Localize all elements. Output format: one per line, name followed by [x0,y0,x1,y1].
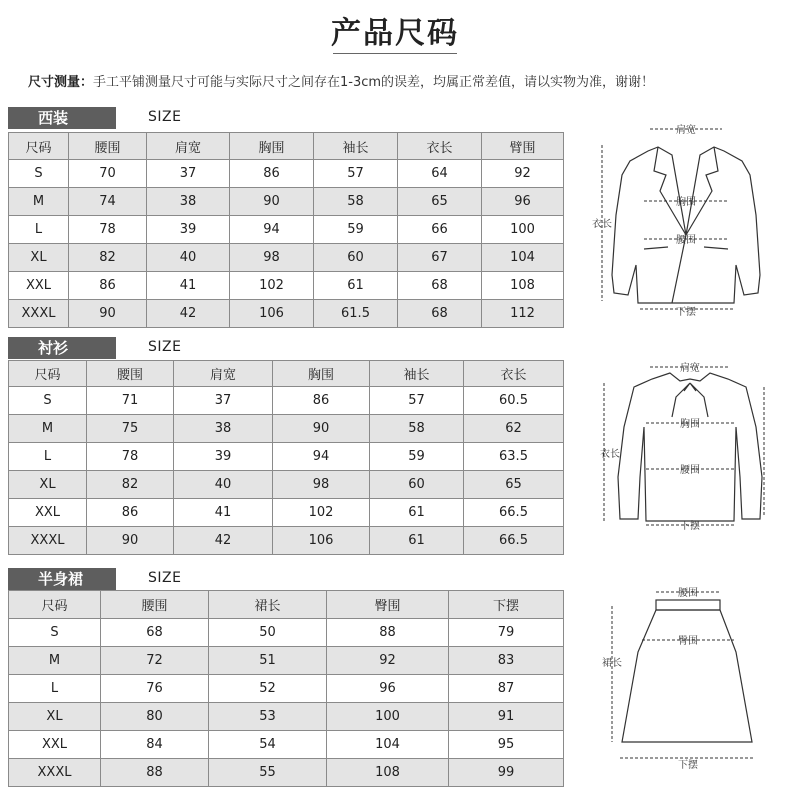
table-cell: 94 [273,443,370,471]
table-cell: 41 [147,272,230,300]
table-row [9,703,564,731]
table-cell: 37 [174,387,273,415]
jacket-diagram [588,115,783,320]
table-cell: 95 [449,731,564,759]
table-row [9,216,564,244]
table-header-cell: 腰围 [101,591,209,619]
shirt-outline [618,373,762,521]
table-row [9,272,564,300]
table-cell: 100 [482,216,564,244]
table-row [9,471,564,499]
table-header-cell: 臂围 [482,133,564,160]
table-cell: S [9,387,87,415]
table-row [9,647,564,675]
table-cell: M [9,415,87,443]
table-cell: 94 [230,216,314,244]
table-cell: 84 [101,731,209,759]
table-cell: XXXL [9,300,69,328]
table-row [9,244,564,272]
table-cell: 66.5 [464,527,564,555]
table-cell: XXXL [9,527,87,555]
table-cell: 61 [314,272,398,300]
jacket-label-chest: 胸围 [676,197,696,208]
table-cell: 96 [482,188,564,216]
title-underline [333,53,457,54]
section-size-skirt: SIZE [148,570,182,586]
table-header-row [9,361,564,387]
skirt-label-length: 裙长 [602,658,622,669]
table-cell: 102 [230,272,314,300]
page-title: 产品尺码 [331,16,459,51]
table-header-cell: 肩宽 [147,133,230,160]
table-cell: 79 [449,619,564,647]
table-cell: 112 [482,300,564,328]
table-cell: 98 [230,244,314,272]
table-cell: 50 [209,619,327,647]
table-cell: 70 [69,160,147,188]
jacket-outline [612,147,760,303]
table-header-row [9,133,564,160]
size-table-skirt [8,590,564,787]
section-tag-suit: 西装 [8,107,116,129]
table-row [9,731,564,759]
table-cell: 61 [370,499,464,527]
table-cell: XL [9,471,87,499]
table-cell: 57 [370,387,464,415]
table-cell: 99 [449,759,564,787]
table-header-cell: 尺码 [9,591,101,619]
note-label: 尺寸测量： [28,75,94,90]
table-cell: 91 [449,703,564,731]
table-cell: 62 [464,415,564,443]
table-cell: 82 [87,471,174,499]
table-cell: 74 [69,188,147,216]
table-cell: 52 [209,675,327,703]
section-tag-skirt: 半身裙 [8,568,116,590]
shirt-bow [672,383,708,417]
table-header-cell: 袖长 [370,361,464,387]
shirt-diagram [592,357,787,532]
table-cell: XXXL [9,759,101,787]
table-row [9,300,564,328]
table-cell: S [9,619,101,647]
table-row [9,499,564,527]
table-header-cell: 尺码 [9,133,69,160]
table-cell: 86 [69,272,147,300]
shirt-label-shoulder: 肩宽 [680,363,700,374]
table-cell: 60.5 [464,387,564,415]
table-cell: 100 [327,703,449,731]
table-cell: 59 [314,216,398,244]
table-header-cell: 胸围 [230,133,314,160]
skirt-outline [622,610,752,742]
table-row [9,675,564,703]
table-cell: M [9,188,69,216]
table-cell: 66.5 [464,499,564,527]
table-cell: 102 [273,499,370,527]
table-cell: 86 [230,160,314,188]
table-row [9,188,564,216]
table-cell: 90 [87,527,174,555]
table-header-cell: 裙长 [209,591,327,619]
jacket-label-hem: 下摆 [676,307,696,318]
table-header-cell: 袖长 [314,133,398,160]
jacket-lapel-left [654,147,686,235]
jacket-pocket-right [704,247,728,249]
table-row [9,443,564,471]
table-cell: XXL [9,272,69,300]
table-cell: 68 [101,619,209,647]
table-header-cell: 臀围 [327,591,449,619]
table-cell: L [9,675,101,703]
table-cell: 88 [327,619,449,647]
table-cell: 66 [398,216,482,244]
table-cell: 104 [482,244,564,272]
shirt-label-length: 衣长 [600,449,620,460]
table-cell: 40 [147,244,230,272]
skirt-label-hip: 臀围 [678,636,698,647]
table-cell: 67 [398,244,482,272]
table-cell: 41 [174,499,273,527]
table-cell: 88 [101,759,209,787]
table-cell: 58 [314,188,398,216]
table-header-cell: 衣长 [398,133,482,160]
table-cell: 39 [174,443,273,471]
table-cell: 63.5 [464,443,564,471]
table-cell: 65 [398,188,482,216]
table-cell: 71 [87,387,174,415]
skirt-label-waist: 腰围 [678,588,698,599]
table-cell: L [9,216,69,244]
table-cell: 64 [398,160,482,188]
table-header-cell: 腰围 [69,133,147,160]
table-cell: 106 [230,300,314,328]
table-cell: XL [9,244,69,272]
shirt-label-hem: 下摆 [680,521,700,532]
table-row [9,387,564,415]
table-cell: 40 [174,471,273,499]
table-cell: 53 [209,703,327,731]
skirt-label-hem: 下摆 [678,760,698,771]
table-cell: 42 [174,527,273,555]
measurement-note [28,71,654,90]
table-cell: 104 [327,731,449,759]
table-cell: 55 [209,759,327,787]
table-cell: 90 [69,300,147,328]
table-cell: 39 [147,216,230,244]
table-row [9,415,564,443]
table-row [9,619,564,647]
table-cell: 68 [398,272,482,300]
table-cell: 90 [230,188,314,216]
table-cell: 83 [449,647,564,675]
jacket-label-shoulder: 肩宽 [676,125,696,136]
table-cell: 60 [314,244,398,272]
skirt-diagram [598,582,773,772]
table-cell: 106 [273,527,370,555]
table-cell: 57 [314,160,398,188]
table-cell: 51 [209,647,327,675]
size-table-shirt [8,360,564,555]
table-header-cell: 胸围 [273,361,370,387]
table-cell: 78 [69,216,147,244]
table-cell: XXL [9,731,101,759]
shirt-label-waist: 腰围 [680,465,700,476]
table-cell: 65 [464,471,564,499]
jacket-label-length: 衣长 [592,219,612,230]
table-row [9,160,564,188]
size-table-suit [8,132,564,328]
table-cell: 87 [449,675,564,703]
table-cell: 92 [482,160,564,188]
table-cell: S [9,160,69,188]
table-cell: 60 [370,471,464,499]
table-cell: 37 [147,160,230,188]
table-cell: 80 [101,703,209,731]
table-cell: L [9,443,87,471]
table-row [9,759,564,787]
jacket-lapel-right [686,147,718,235]
table-cell: 82 [69,244,147,272]
table-cell: M [9,647,101,675]
table-cell: 72 [101,647,209,675]
jacket-pocket-left [644,247,668,249]
table-cell: 38 [147,188,230,216]
table-cell: 38 [174,415,273,443]
section-size-shirt: SIZE [148,339,182,355]
table-cell: 68 [398,300,482,328]
note-text: 手工平铺测量尺寸可能与实际尺寸之间存在1-3cm的误差，均属正常差值，请以实物为准，谢谢！ [93,75,655,90]
table-header-cell: 腰围 [87,361,174,387]
table-cell: 76 [101,675,209,703]
skirt-waistband [656,600,720,610]
table-header-cell: 衣长 [464,361,564,387]
table-cell: XXL [9,499,87,527]
table-cell: 96 [327,675,449,703]
table-cell: 58 [370,415,464,443]
table-header-cell: 肩宽 [174,361,273,387]
table-cell: 78 [87,443,174,471]
section-size-suit: SIZE [148,109,182,125]
table-cell: 86 [273,387,370,415]
table-cell: 61.5 [314,300,398,328]
table-cell: 42 [147,300,230,328]
table-cell: 75 [87,415,174,443]
table-header-row [9,591,564,619]
table-cell: 61 [370,527,464,555]
table-cell: 98 [273,471,370,499]
table-cell: 59 [370,443,464,471]
table-cell: 108 [482,272,564,300]
table-header-cell: 尺码 [9,361,87,387]
jacket-label-waist: 腰围 [676,235,696,246]
table-header-cell: 下摆 [449,591,564,619]
table-cell: 86 [87,499,174,527]
section-tag-shirt: 衬衫 [8,337,116,359]
table-row [9,527,564,555]
table-cell: 108 [327,759,449,787]
table-cell: XL [9,703,101,731]
shirt-label-chest: 胸围 [680,419,700,430]
table-cell: 92 [327,647,449,675]
table-cell: 90 [273,415,370,443]
table-cell: 54 [209,731,327,759]
